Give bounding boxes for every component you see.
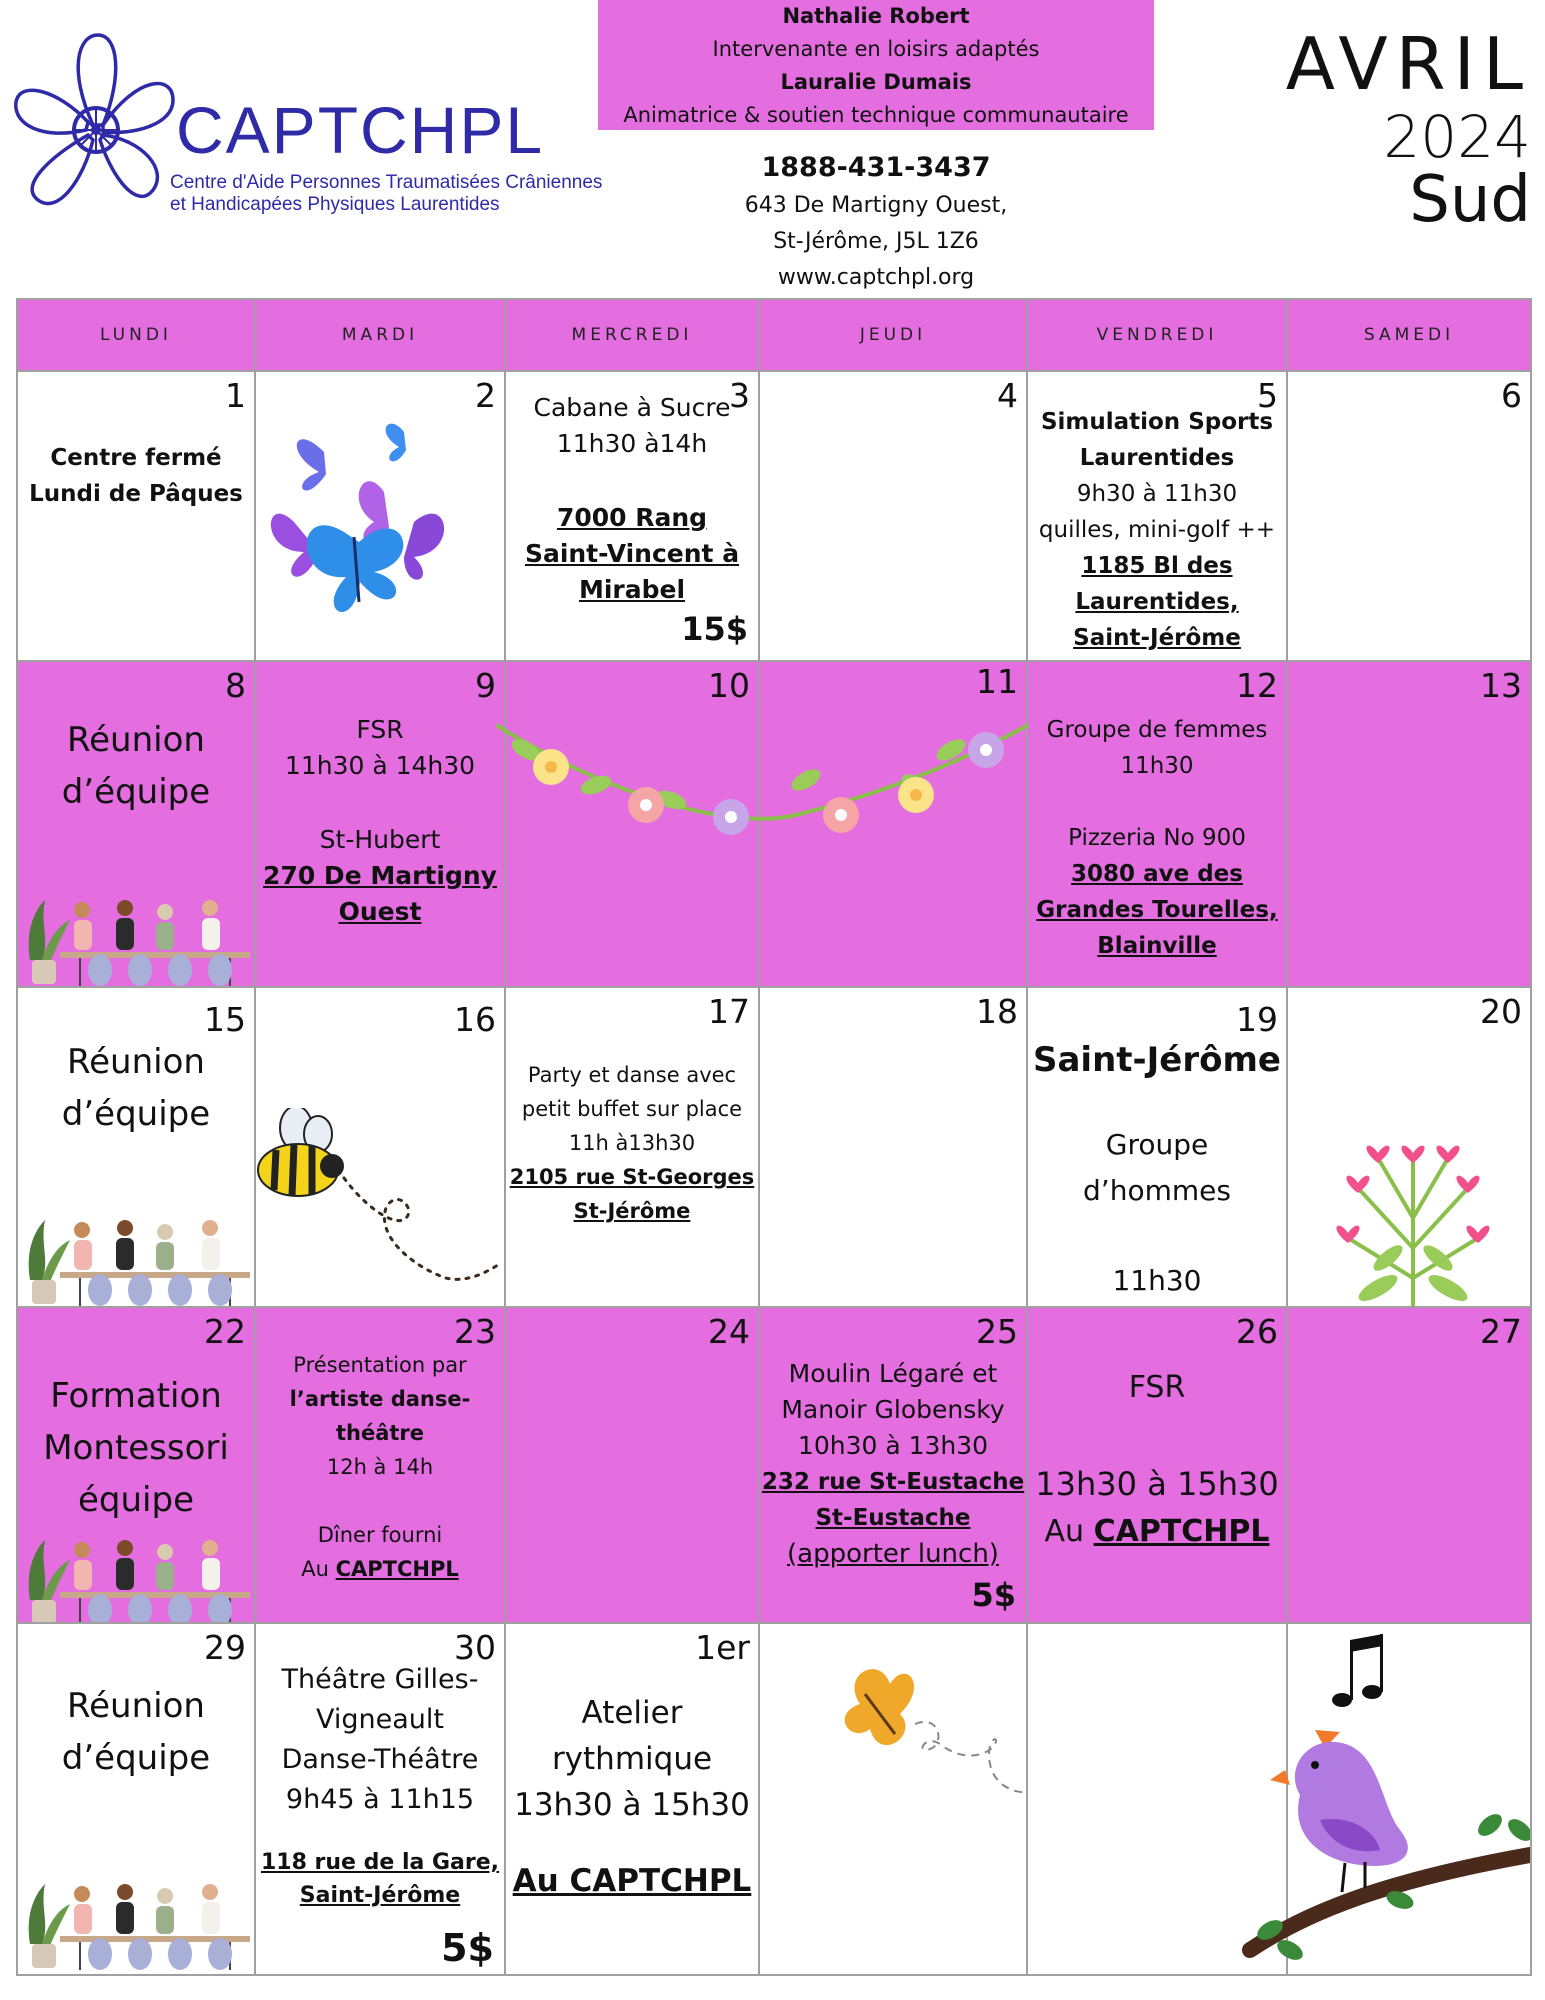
event-title: Simulation Sports (1040, 409, 1274, 435)
event-address: Mirabel (578, 575, 686, 604)
day-cell-5 (1027, 371, 1287, 661)
day-cell-22 (17, 1307, 255, 1623)
day-number: 5 (1257, 376, 1278, 415)
bee-illustration-icon (256, 1108, 505, 1307)
event-address: 3080 ave des (1071, 861, 1243, 887)
event-line: Groupe (1105, 1128, 1209, 1161)
weekday-lundi: LUNDI (17, 299, 255, 371)
event-line: 12h à 14h (326, 1455, 434, 1479)
day-number: 25 (976, 1312, 1018, 1351)
event-line: quilles, mini-golf ++ (1038, 517, 1276, 543)
day-number: 18 (976, 992, 1018, 1031)
weekday-samedi: SAMEDI (1287, 299, 1531, 371)
event-address: Saint-Vincent à (524, 539, 740, 568)
event-title: Laurentides (1079, 445, 1235, 471)
event-line: Réunion (67, 720, 205, 760)
event-line: Réunion (67, 1686, 205, 1726)
day-cell-19 (1027, 987, 1287, 1307)
day-19-event (1028, 1122, 1286, 1304)
day-number: 22 (204, 1312, 246, 1351)
year: 2024 (1383, 103, 1531, 171)
event-line: 11h30 (1120, 753, 1194, 779)
month-name: AVRIL (1285, 22, 1531, 106)
event-place: Au CAPTCHPL (512, 1863, 752, 1899)
day-cell-6 (1287, 371, 1531, 661)
event-address: Saint-Jérôme (299, 1883, 461, 1908)
event-address: Grandes Tourelles, (1036, 897, 1278, 923)
day-number: 12 (1236, 666, 1278, 705)
event-location (256, 1552, 504, 1586)
event-line: Présentation par (293, 1353, 467, 1377)
day-number: 11 (976, 662, 1018, 701)
day-number: 13 (1480, 666, 1522, 705)
event-line: Lundi de Pâques (29, 481, 243, 507)
day-cell-3 (505, 371, 759, 661)
team-meeting-illustration-icon (20, 890, 254, 986)
day-number: 1er (695, 1628, 750, 1667)
website-link[interactable]: www.captchpl.org (777, 265, 975, 290)
event-line: Au (301, 1557, 336, 1581)
day-26-event (1028, 1364, 1286, 1556)
event-line: Au (1044, 1514, 1094, 1549)
day-1-event (18, 440, 254, 512)
event-line: Groupe de femmes (1046, 717, 1268, 743)
event-line: d’hommes (1083, 1174, 1231, 1207)
event-line: Théâtre Gilles- (281, 1664, 479, 1695)
event-line: (apporter lunch) (787, 1539, 999, 1569)
event-line: 11h30 (1112, 1264, 1202, 1297)
day-number: 1 (225, 376, 246, 415)
event-line: Réunion (67, 1042, 205, 1082)
event-line: d’équipe (61, 1738, 211, 1778)
event-line: 13h30 à 15h30 (514, 1787, 750, 1823)
organization-logo (8, 30, 688, 230)
logo-full-name-line2: et Handicapées Physiques Laurentides (170, 194, 500, 215)
day-number: 3 (729, 376, 750, 415)
event-address: 118 rue de la Gare, (260, 1850, 500, 1875)
staff-role-1: Intervenante en loisirs adaptés (712, 37, 1040, 61)
weekday-mercredi: MERCREDI (505, 299, 759, 371)
phone-number: 1888-431-3437 (761, 152, 991, 183)
day-number: 4 (997, 376, 1018, 415)
region: Sud (1409, 163, 1531, 237)
day-22-event (18, 1370, 254, 1526)
day-number: 19 (1236, 1000, 1278, 1039)
event-address: Saint-Jérôme (1073, 625, 1241, 651)
flower-garland-illustration-icon (496, 705, 1028, 845)
day-cell-2 (255, 371, 505, 661)
day-number: 30 (454, 1628, 496, 1667)
day-cell-1 (17, 371, 255, 661)
staff-box (598, 0, 1154, 130)
day-number: 17 (708, 992, 750, 1031)
event-line: Atelier (581, 1695, 683, 1731)
event-line: FSR (1128, 1370, 1186, 1405)
day-cell-29 (17, 1623, 255, 1975)
day-number: 6 (1501, 376, 1522, 415)
day-number: 29 (204, 1628, 246, 1667)
day-number: 27 (1480, 1312, 1522, 1351)
weekday-mardi: MARDI (255, 299, 505, 371)
event-place: CAPTCHPL (1093, 1514, 1270, 1549)
day-cell-30 (255, 1623, 505, 1975)
event-line: 13h30 à 15h30 (1035, 1465, 1279, 1503)
event-line: FSR (356, 715, 404, 744)
day-cell-17 (505, 987, 759, 1307)
day-number: 15 (204, 1000, 246, 1039)
day-number: 10 (708, 666, 750, 705)
flower-logo-icon (8, 30, 178, 230)
contact-info (598, 148, 1154, 296)
day-cell-12 (1027, 661, 1287, 987)
event-address: 1185 Bl des (1081, 553, 1233, 579)
team-meeting-illustration-icon (20, 1210, 254, 1306)
day-25-event (760, 1356, 1026, 1572)
day-8-event (18, 714, 254, 818)
event-line: 11h à13h30 (568, 1131, 696, 1155)
week-row-3 (17, 987, 1531, 1307)
day-5-event (1028, 404, 1286, 656)
logo-acronym: CAPTCHPL (176, 93, 545, 167)
weekday-vendredi: VENDREDI (1027, 299, 1287, 371)
day-cell-13 (1287, 661, 1531, 987)
event-line: Danse-Théâtre (281, 1744, 479, 1775)
day-cell-20 (1287, 987, 1531, 1307)
event-title: Saint-Jérôme (1033, 1040, 1281, 1080)
day-15-event (18, 1036, 254, 1140)
event-price: 5$ (441, 1926, 494, 1970)
event-line: Pizzeria No 900 (1068, 825, 1246, 851)
day-number: 23 (454, 1312, 496, 1351)
month-heading (1285, 22, 1531, 237)
day-30-event (256, 1660, 504, 1912)
staff-name-2: Lauralie Dumais (780, 70, 972, 94)
singing-bird-illustration-icon (1230, 1630, 1530, 1970)
event-address: 7000 Rang (556, 503, 708, 532)
day-number: 24 (708, 1312, 750, 1351)
day-cell-24 (505, 1307, 759, 1623)
event-line: équipe (78, 1480, 194, 1520)
event-line: St-Hubert (319, 825, 441, 854)
weekday-header-row (17, 299, 1531, 371)
day-number: 26 (1236, 1312, 1278, 1351)
address-line-1: 643 De Martigny Ouest, (744, 193, 1008, 218)
event-line: Dîner fourni (317, 1523, 443, 1547)
event-address: Blainville (1097, 933, 1217, 959)
event-price: 15$ (681, 610, 748, 648)
day-may-1-event (506, 1690, 758, 1904)
day-number: 9 (475, 666, 496, 705)
day-number: 8 (225, 666, 246, 705)
address-line-2: St-Jérôme, J5L 1Z6 (773, 229, 979, 254)
event-line: petit buffet sur place (521, 1097, 743, 1121)
event-line: Party et danse avec (527, 1063, 737, 1087)
staff-name-1: Nathalie Robert (782, 4, 970, 28)
flowers-illustration-icon (1318, 1128, 1508, 1307)
week-row-4 (17, 1307, 1531, 1623)
butterflies-illustration-icon (264, 412, 464, 632)
event-line: Montessori (43, 1428, 229, 1468)
event-line: Manoir Globensky (781, 1395, 1005, 1424)
event-line: Centre fermé (50, 445, 222, 471)
event-title: théâtre (335, 1421, 425, 1445)
day-23-event (256, 1348, 504, 1586)
day-9-event (256, 712, 504, 930)
day-cell-15 (17, 987, 255, 1307)
day-cell-25 (759, 1307, 1027, 1623)
butterfly-illustration-icon (820, 1654, 1027, 1824)
day-cell-16 (255, 987, 505, 1307)
event-address: 270 De Martigny (263, 861, 497, 890)
logo-full-name (170, 172, 602, 216)
event-line: 10h30 à 13h30 (797, 1431, 989, 1460)
day-number: 20 (1480, 992, 1522, 1031)
event-address: Ouest (338, 897, 422, 926)
day-cell-may-1 (505, 1623, 759, 1975)
staff-role-2: Animatrice & soutien technique communautaire (623, 103, 1129, 127)
day-cell-18 (759, 987, 1027, 1307)
event-title: l’artiste danse- (289, 1387, 471, 1411)
day-cell-9 (255, 661, 505, 987)
day-cell-23 (255, 1307, 505, 1623)
team-meeting-illustration-icon (20, 1874, 254, 1970)
day-cell-empty-thu (759, 1623, 1027, 1975)
event-line: Vigneault (316, 1704, 444, 1735)
event-price: 5$ (971, 1576, 1016, 1614)
event-line: 11h30 à14h (556, 429, 708, 458)
event-address: 232 rue St-Eustache (761, 1469, 1025, 1495)
event-line: 9h45 à 11h15 (285, 1784, 475, 1815)
event-line: 9h30 à 11h30 (1076, 481, 1238, 507)
week-row-1 (17, 371, 1531, 661)
event-line: 11h30 à 14h30 (284, 751, 476, 780)
day-cell-27 (1287, 1307, 1531, 1623)
day-cell-4 (759, 371, 1027, 661)
event-address: Laurentides, (1075, 589, 1239, 615)
event-line: Moulin Légaré et (788, 1359, 998, 1388)
day-number: 16 (454, 1000, 496, 1039)
event-address: St-Jérôme (573, 1199, 691, 1223)
event-line: rythmique (551, 1741, 713, 1777)
team-meeting-illustration-icon (20, 1530, 254, 1623)
event-address: 2105 rue St-Georges (509, 1165, 755, 1189)
event-address: St-Eustache (815, 1505, 971, 1531)
event-location (1028, 1508, 1286, 1556)
event-line: Formation (50, 1376, 222, 1416)
day-3-event (506, 390, 758, 608)
event-line: Cabane à Sucre (533, 393, 731, 422)
day-cell-8 (17, 661, 255, 987)
day-cell-26 (1027, 1307, 1287, 1623)
event-line: d’équipe (61, 1094, 211, 1134)
day-29-event (18, 1680, 254, 1784)
day-12-event (1028, 712, 1286, 964)
event-line: d’équipe (61, 772, 211, 812)
logo-full-name-line1: Centre d'Aide Personnes Traumatisées Crâniennes (170, 172, 603, 193)
day-17-event (506, 1058, 758, 1228)
event-place: CAPTCHPL (335, 1557, 459, 1581)
day-number: 2 (475, 376, 496, 415)
weekday-jeudi: JEUDI (759, 299, 1027, 371)
